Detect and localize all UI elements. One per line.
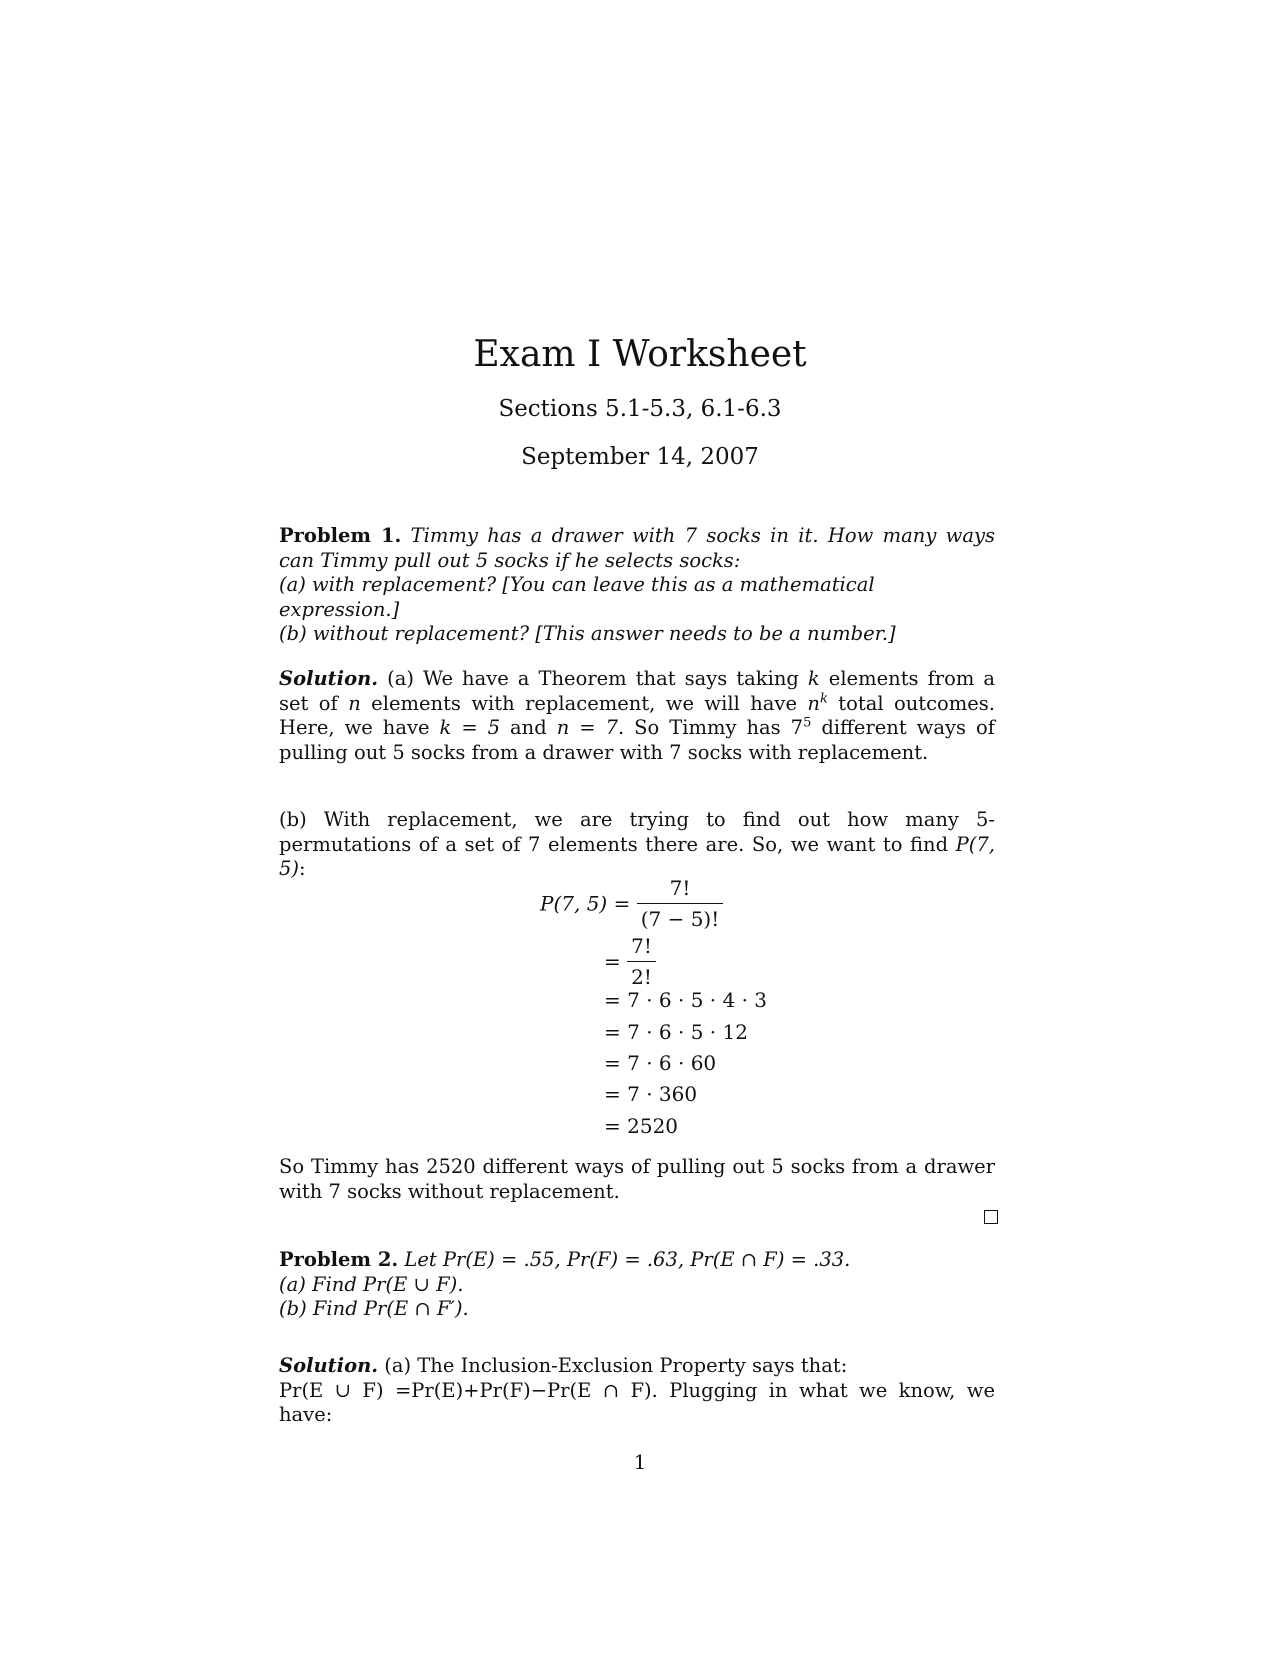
fraction-numerator: 7! (627, 934, 656, 962)
solution-2-line-1: (a) The Inclusion-Exclusion Property says that: (384, 1354, 848, 1377)
equation-step: = 7 · 6 · 5 · 4 · 3 (604, 988, 768, 1012)
fraction-denominator: 2! (631, 965, 652, 989)
equation-equals: = (604, 949, 621, 974)
equation-step: = 2520 (604, 1114, 679, 1138)
problem-2-part-a: (a) Find Pr(E ∪ F). (279, 1272, 464, 1296)
problem-1-label: Problem 1. (279, 524, 402, 547)
solution-1a-text: total outcomes. Here, we have (279, 691, 996, 739)
solution-1b-colon: : (299, 857, 306, 880)
equation-fraction-1 (637, 876, 724, 931)
equation-row-1 (540, 876, 723, 931)
math-k-equals: k = 5 (439, 716, 501, 739)
equation-lhs: P(7, 5) = (540, 891, 631, 916)
math-var-n: n (348, 691, 361, 715)
problem-2 (279, 1248, 995, 1322)
solution-2-line-2: Pr(E ∪ F) =Pr(E)+Pr(F)−Pr(E ∩ F). Plugging in what we know, we have: (279, 1378, 995, 1426)
math-n-equals: n = 7 (556, 716, 618, 739)
solution-2 (279, 1354, 995, 1428)
problem-2-label: Problem 2. (279, 1248, 399, 1271)
solution-1b-text: (b) With replacement, we are trying to find out how many 5-permutations of a set of 7 elements there are. So, we want to find (279, 808, 995, 856)
problem-2-statement: Let Pr(E) = .55, Pr(F) = .63, Pr(E ∩ F) = .33. (404, 1248, 851, 1271)
math-exponent-5: 5 (803, 715, 812, 731)
math-power-base: n (807, 691, 820, 715)
solution-1-label: Solution. (279, 667, 379, 690)
solution-1a-text: different ways of pulling out 5 socks from a drawer with 7 socks with replacement. (279, 716, 995, 764)
equation-row-2 (604, 934, 656, 989)
problem-1 (279, 524, 995, 647)
math-p-7-5: P(7, 5) (279, 832, 995, 880)
solution-1a-text: elements from a set of (279, 667, 996, 715)
problem-2-part-b: (b) Find Pr(E ∩ F′). (279, 1297, 469, 1320)
problem-1-part-a: (a) with replacement? [You can leave this as a mathematical expression.] (279, 573, 875, 621)
problem-1-part-b: (b) without replacement? [This answer needs to be a number.] (279, 622, 896, 645)
equation-fraction-2 (627, 934, 656, 989)
solution-1a-text: elements with replacement, we will have (371, 691, 797, 715)
page-title: Exam I Worksheet (473, 334, 807, 375)
problem-1-statement: Timmy has a drawer with 7 socks in it. How many ways can Timmy pull out 5 socks if he selects socks: (279, 524, 996, 572)
math-var-k: k (807, 667, 820, 690)
date-subtitle: September 14, 2007 (521, 444, 759, 470)
equation-step: = 7 · 360 (604, 1082, 698, 1106)
page-number: 1 (633, 1450, 647, 1474)
qed-box-icon (984, 1210, 998, 1224)
fraction-numerator: 7! (637, 876, 724, 904)
equation-step: = 7 · 6 · 5 · 12 (604, 1020, 748, 1044)
fraction-denominator: (7 − 5)! (640, 907, 720, 931)
solution-2-label: Solution. (279, 1354, 379, 1377)
equation-step: = 7 · 6 · 60 (604, 1051, 717, 1075)
solution-1a-text: and (510, 716, 547, 739)
solution-1a-text: . So Timmy has 7 (617, 716, 804, 739)
solution-1a-text: (a) We have a Theorem that says taking (387, 667, 799, 690)
math-power-exponent: k (819, 691, 828, 706)
sections-subtitle: Sections 5.1-5.3, 6.1-6.3 (498, 396, 782, 422)
solution-1-part-a (279, 667, 995, 765)
solution-1-part-b (279, 808, 995, 882)
solution-1-conclusion: So Timmy has 2520 different ways of pulling out 5 socks from a drawer with 7 socks without replacement. (279, 1155, 995, 1203)
